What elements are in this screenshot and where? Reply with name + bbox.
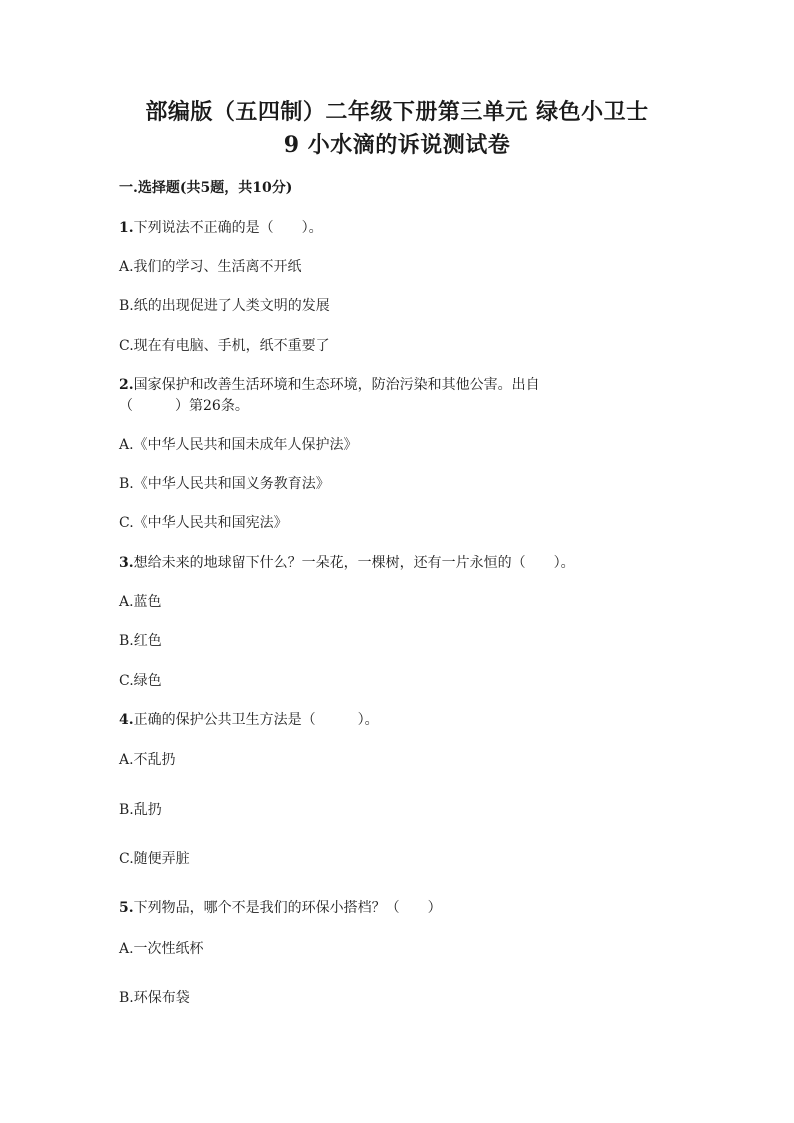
question-text: 国家保护和改善生活环境和生态环境，防治污染和其他公害。出自	[133, 377, 540, 393]
option-4b: B.乱扔	[119, 802, 162, 818]
question-number: 1.	[119, 220, 134, 236]
option-3c: C.绿色	[119, 673, 162, 689]
option-2a: A.《中华人民共和国未成年人保护法》	[119, 437, 358, 453]
question-text: 下列说法不正确的是（ ）。	[133, 220, 323, 236]
question-5	[119, 898, 442, 918]
question-1	[119, 218, 323, 238]
option-1c: C.现在有电脑、手机，纸不重要了	[119, 338, 330, 354]
question-number: 4.	[119, 712, 134, 728]
question-3	[119, 553, 575, 573]
section-heading: 一.选择题(共5题，共10分)	[119, 180, 293, 196]
question-number: 5.	[119, 900, 134, 916]
question-2-continuation: （ ）第26条。	[119, 398, 249, 414]
question-number: 2.	[119, 377, 134, 393]
option-5b: B.环保布袋	[119, 990, 190, 1006]
option-5a: A.一次性纸杯	[119, 941, 204, 957]
option-3b: B.红色	[119, 633, 162, 649]
question-number: 3.	[119, 555, 134, 571]
question-text: 正确的保护公共卫生方法是（ ）。	[133, 712, 379, 728]
option-2c: C.《中华人民共和国宪法》	[119, 515, 288, 531]
option-2b: B.《中华人民共和国义务教育法》	[119, 476, 330, 492]
option-1b: B.纸的出现促进了人类文明的发展	[119, 298, 330, 314]
question-text: 想给未来的地球留下什么？一朵花，一棵树，还有一片永恒的（ ）。	[133, 555, 575, 571]
option-4c: C.随便弄脏	[119, 851, 190, 867]
question-4	[119, 710, 379, 730]
option-1a: A.我们的学习、生活离不开纸	[119, 259, 302, 275]
option-4a: A.不乱扔	[119, 752, 176, 768]
page-title: 部编版（五四制）二年级下册第三单元 绿色小卫士	[145, 99, 649, 125]
option-3a: A.蓝色	[119, 594, 162, 610]
question-2	[119, 375, 540, 395]
question-text: 下列物品，哪个不是我们的环保小搭档？（ ）	[133, 900, 442, 916]
page-subtitle: 9 小水滴的诉说测试卷	[283, 132, 511, 158]
